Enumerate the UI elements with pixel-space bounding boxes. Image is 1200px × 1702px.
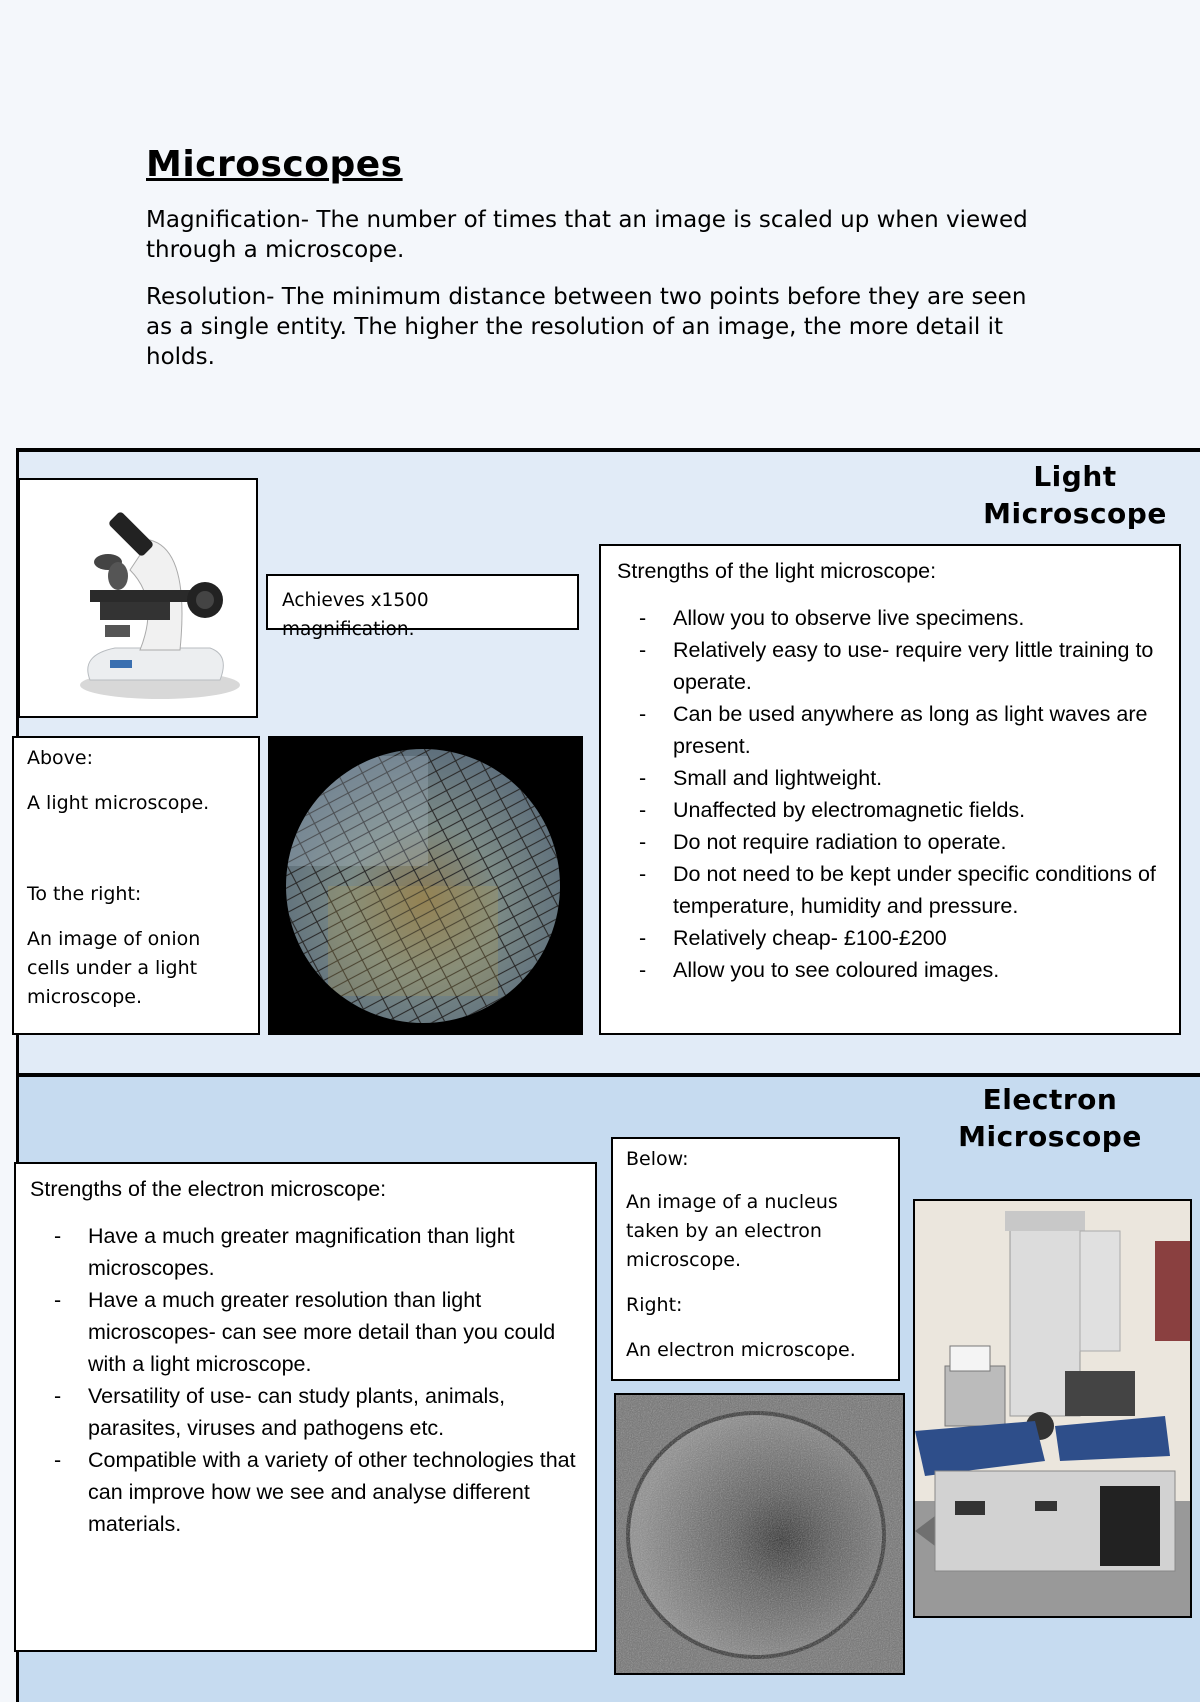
light-strengths-heading: Strengths of the light microscope:	[617, 559, 937, 583]
nucleus-image	[614, 1393, 905, 1675]
magnification-definition: Magnification- The number of times that an image is scaled up when viewed through a microscope.	[146, 207, 1028, 263]
caption-below-label: Below:	[626, 1148, 689, 1170]
electron-strengths-box	[14, 1162, 597, 1652]
light-section-title	[970, 458, 1180, 532]
list-item: - Can be used anywhere as long as light waves are present.	[601, 698, 1165, 762]
electron-captions-box	[611, 1137, 900, 1381]
caption-right-text: An image of onion cells under a light microscope.	[27, 928, 201, 1008]
list-item: - Small and lightweight.	[601, 762, 1165, 794]
page-title: Microscopes	[146, 144, 403, 185]
electron-title-line2: Microscope	[958, 1120, 1142, 1153]
caption-above-text: A light microscope.	[27, 792, 210, 814]
list-item: - Relatively easy to use- require very little training to operate.	[601, 634, 1165, 698]
caption-above-label: Above:	[27, 747, 94, 769]
light-microscope-image	[18, 478, 258, 718]
light-strengths-box	[599, 544, 1181, 1035]
light-captions-box	[12, 736, 260, 1035]
electron-strengths-heading: Strengths of the electron microscope:	[30, 1177, 387, 1201]
electron-microscope-image	[913, 1199, 1192, 1618]
list-item: - Allow you to see coloured images.	[601, 954, 1165, 986]
caption-right-label: To the right:	[27, 883, 142, 905]
list-item: - Unaffected by electromagnetic fields.	[601, 794, 1165, 826]
caption-below-text: An image of a nucleus taken by an electron microscope.	[626, 1191, 838, 1271]
onion-cells-image	[268, 736, 583, 1035]
magnification-note-box	[266, 574, 579, 640]
light-strengths-list	[601, 602, 1165, 986]
magnification-note: Achieves x1500 magnification.	[282, 590, 429, 640]
electron-title-line1: Electron	[982, 1083, 1118, 1116]
caption-electron-right-label: Right:	[626, 1294, 683, 1316]
electron-strengths-list	[16, 1220, 581, 1540]
electron-section-title	[940, 1081, 1160, 1155]
list-item: - Have a much greater resolution than light microscopes- can see more detail than you could with a light microscope.	[16, 1284, 581, 1380]
list-item: - Versatility of use- can study plants, animals, parasites, viruses and pathogens etc.	[16, 1380, 581, 1444]
list-item: - Do not need to be kept under specific conditions of temperature, humidity and pressure.	[601, 858, 1165, 922]
resolution-definition: Resolution- The minimum distance between two points before they are seen as a single entity. The higher the resolution of an image, the more detail it holds.	[146, 284, 1027, 370]
list-item: - Have a much greater magnification than light microscopes.	[16, 1220, 581, 1284]
list-item: - Relatively cheap- £100-£200	[601, 922, 1165, 954]
light-title-line2: Microscope	[983, 497, 1167, 530]
light-title-line1: Light	[1033, 460, 1117, 493]
caption-electron-right-text: An electron microscope.	[626, 1339, 856, 1361]
list-item: - Do not require radiation to operate.	[601, 826, 1165, 858]
list-item: - Compatible with a variety of other technologies that can improve how we see and analyse different materials.	[16, 1444, 581, 1540]
list-item: - Allow you to observe live specimens.	[601, 602, 1165, 634]
